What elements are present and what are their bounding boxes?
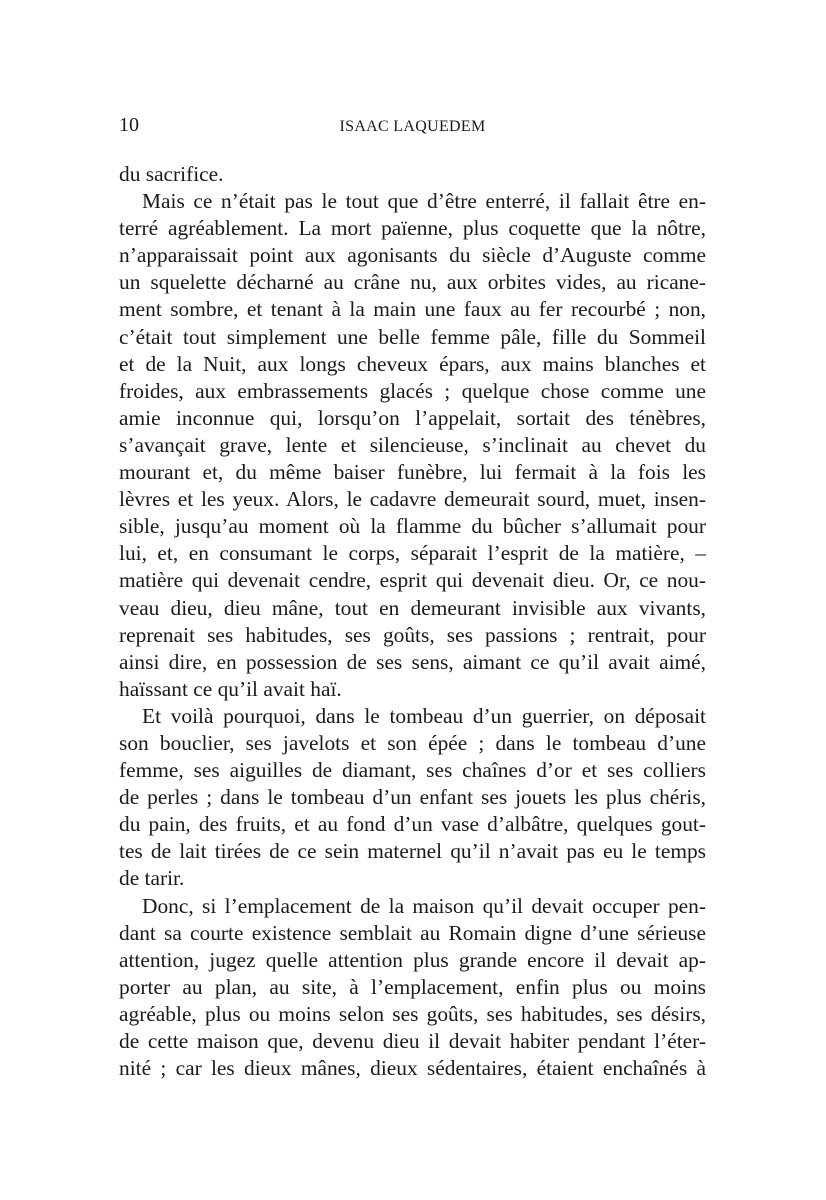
text-line: lui, et, en consumant le corps, séparait l’esprit de la matière, – [119,541,706,566]
text-line: Mais ce n’était pas le tout que d’être enterré, il fallait être en- [142,189,706,214]
text-line: c’était tout simplement une belle femme pâle, fille du Sommeil [119,324,706,349]
text-line: agréable, plus ou moins selon ses goûts, ses habitudes, ses désirs, [119,1001,706,1026]
text-line: amie inconnue qui, lorsqu’on l’appelait, sortait des ténèbres, [119,405,706,430]
text-line: n’apparaissait point aux agonisants du siècle d’Auguste comme [119,243,706,268]
text-line: nité ; car les dieux mânes, dieux sédentaires, étaient enchaînés à [119,1056,706,1081]
text-line: du sacrifice. [119,162,224,186]
text-line: femme, ses aiguilles de diamant, ses chaînes d’or et ses colliers [119,758,706,783]
text-line: veau dieu, dieu mâne, tout en demeurant invisible aux vivants, [119,595,706,620]
text-line: attention, jugez quelle attention plus grande encore il devait ap- [119,947,706,972]
text-line: et de la Nuit, aux longs cheveux épars, aux mains blanches et [119,351,706,376]
text-line: de tarir. [119,866,185,891]
book-page [119,112,706,1082]
text-line: un squelette décharné au crâne nu, aux orbites vides, au ricane- [119,270,706,295]
text-line: de cette maison que, devenu dieu il devait habiter pendant l’éter- [119,1029,706,1053]
page-header [119,112,706,142]
text-line: Et voilà pourquoi, dans le tombeau d’un guerrier, on déposait [142,703,706,728]
text-line: terré agréablement. La mort païenne, plus coquette que la nôtre, [119,216,706,241]
text-line: haïssant ce qu’il avait haï. [119,676,342,701]
text-line: du pain, des fruits, et au fond d’un vase d’albâtre, quelques gout- [119,812,706,837]
text-line: ainsi dire, en possession de ses sens, aimant ce qu’il avait aimé, [119,649,706,674]
text-line: reprenait ses habitudes, ses goûts, ses passions ; rentrait, pour [119,622,706,647]
running-title: ISAAC LAQUEDEM [339,118,486,135]
text-line: s’avançait grave, lente et silencieuse, s’inclinait au chevet du [119,432,706,457]
text-line: lèvres et les yeux. Alors, le cadavre demeurait sourd, muet, insen- [119,487,706,512]
text-line: mourant et, du même baiser funèbre, lui fermait à la fois les [119,460,706,485]
text-line: Donc, si l’emplacement de la maison qu’il devait occuper pen- [142,893,706,918]
text-line: de perles ; dans le tombeau d’un enfant ses jouets les plus chéris, [119,785,706,810]
text-line: sible, jusqu’au moment où la flamme du bûcher s’allumait pour [119,514,706,539]
text-line: son bouclier, ses javelots et son épée ; dans le tombeau d’une [119,730,706,755]
text-line: ment sombre, et tenant à la main une faux au fer recourbé ; non, [119,297,706,322]
page-number: 10 [119,114,139,136]
text-line: porter au plan, au site, à l’emplacement, enfin plus ou moins [119,974,706,999]
text-line: matière qui devenait cendre, esprit qui devenait dieu. Or, ce nou- [119,568,706,593]
page-body [119,161,706,1082]
text-line: dant sa courte existence semblait au Romain digne d’une sérieuse [119,920,706,945]
text-line: froides, aux embrassements glacés ; quelque chose comme une [119,378,706,403]
text-line: tes de lait tirées de ce sein maternel qu’il n’avait pas eu le temps [119,839,706,864]
